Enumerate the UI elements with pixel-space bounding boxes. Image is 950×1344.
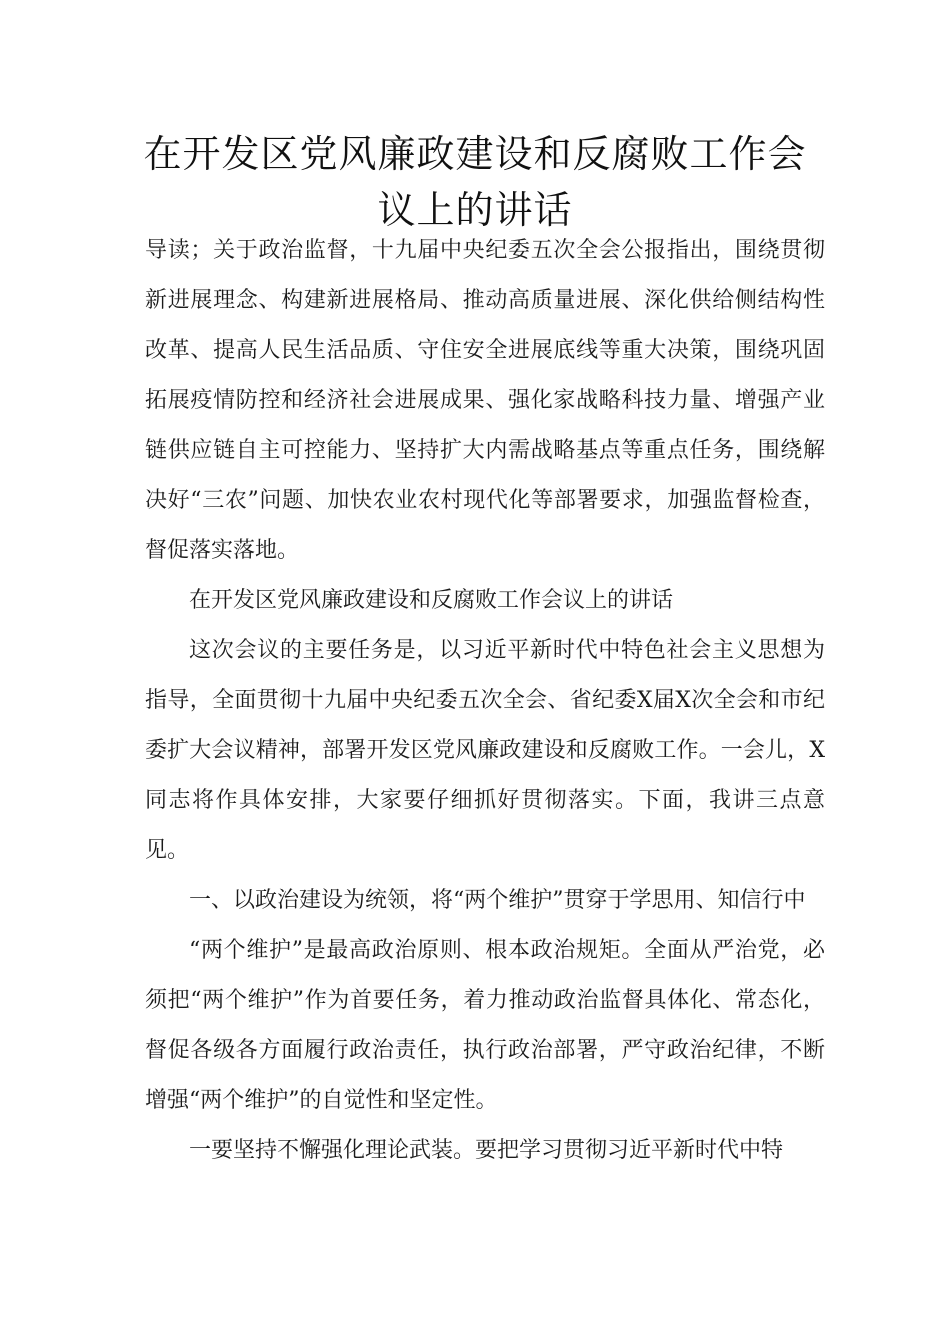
title-line-1: 在开发区党风廉政建设和反腐败工作会 (143, 132, 807, 176)
lead-paragraph: 导读；关于政治监督，十九届中央纪委五次全会公报指出，围绕贯彻新进展理念、构建新进展格局、推动高质量进展、深化供给侧结构性改革、提高人民生活品质、守住安全进展底线等重大决策，围绕巩固拓展疫情防控和经济社会进展成果、强化家战略科技力量、增强产业链供应链自主可控能力、坚持扩大内需战略基点等重点任务，围绕解决好“三农”问题、加快农业农村现代化等部署要求，加强监督检查，督促落实落地。 (145, 238, 825, 563)
speech-heading: 在开发区党风廉政建设和反腐败工作会议上的讲话 (189, 588, 674, 613)
document-title (140, 126, 810, 238)
body-paragraph: “两个维护”是最高政治原则、根本政治规矩。全面从严治党，必须把“两个维护”作为首要任务，着力推动政治监督具体化、常态化，督促各级各方面履行政治责任，执行政治部署，严守政治纪律，不断增强“两个维护”的自觉性和坚定性。 (145, 938, 825, 1113)
section-heading: 一、以政治建设为统领，将“两个维护”贯穿于学思用、知信行中 (189, 888, 806, 913)
body-paragraph: 这次会议的主要任务是，以习近平新时代中特色社会主义思想为指导，全面贯彻十九届中央纪委五次全会、省纪委X届X次全会和市纪委扩大会议精神，部署开发区党风廉政建设和反腐败工作。一会儿，X同志将作具体安排，大家要仔细抓好贯彻落实。下面，我讲三点意见。 (145, 638, 825, 863)
body-paragraph: 一要坚持不懈强化理论武装。要把学习贯彻习近平新时代中特 (189, 1138, 784, 1163)
document-body (145, 226, 825, 1176)
title-line-2: 议上的讲话 (377, 188, 573, 232)
